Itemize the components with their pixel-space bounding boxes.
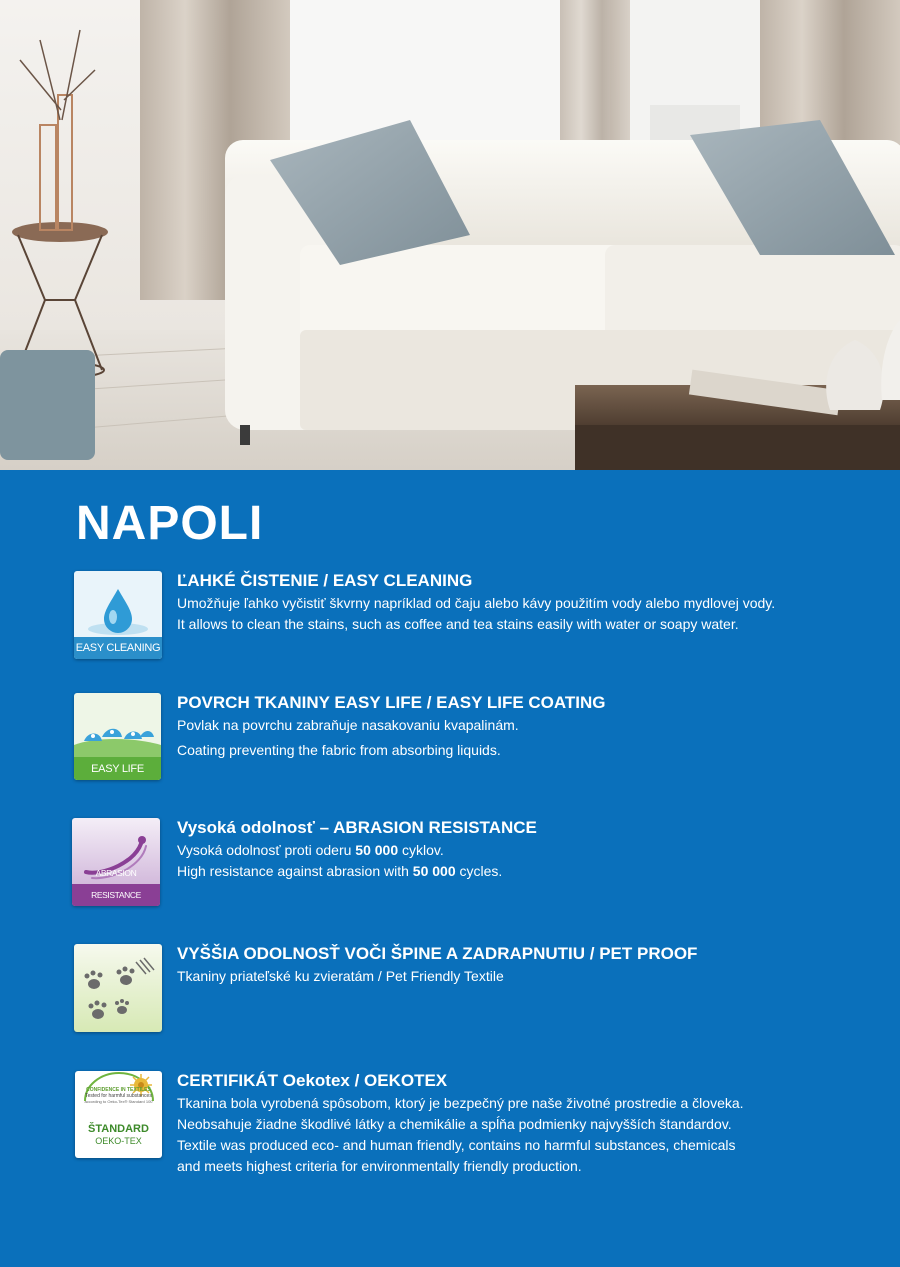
pouf	[0, 350, 95, 460]
oeko-tex-standard-text: ŠTANDARD	[88, 1123, 149, 1135]
feature-heading: VYŠŠIA ODOLNOSŤ VOČI ŠPINE A ZADRAPNUTIU / PET PROOF	[177, 944, 698, 963]
feature-heading: ĽAHKÉ ČISTENIE / EASY CLEANING	[177, 571, 473, 590]
feature-heading: POVRCH TKANINY EASY LIFE / EASY LIFE COATING	[177, 693, 606, 712]
oeko-tex-brand-text: OEKO-TEX	[95, 1136, 142, 1146]
feature-description	[177, 715, 877, 761]
feature-description	[177, 840, 877, 882]
description-line: Povlak na povrchu zabraňuje nasakovaniu kvapalinám.	[177, 717, 519, 733]
water-drop-icon	[74, 571, 162, 659]
oeko-tex-logo	[75, 1071, 162, 1158]
icon-label: ABRASION RESISTANCE	[91, 868, 141, 900]
icon-label: EASY LIFE	[91, 763, 144, 775]
feature-heading: Vysoká odolnosť – ABRASION RESISTANCE	[177, 818, 537, 837]
feature-heading: CERTIFIKÁT Oekotex / OEKOTEX	[177, 1071, 448, 1090]
droplets-on-fabric-icon	[74, 693, 161, 780]
feature-description	[177, 966, 877, 987]
living-room-illustration	[0, 0, 900, 470]
description-line: Tkaniny priateľské ku zvieratám / Pet Friendly Textile	[177, 968, 504, 984]
description-line: Coating preventing the fabric from absorbing liquids.	[177, 742, 501, 758]
description-line: Textile was produced eco- and human friendly, contains no harmful substances, chemicals	[177, 1137, 736, 1153]
paw-prints-icon	[74, 944, 162, 1032]
abrasion-swirl-icon	[72, 818, 160, 906]
product-title: NAPOLI	[76, 497, 264, 550]
description-line: High resistance against abrasion with 50 000 cycles.	[177, 863, 503, 879]
icon-label: EASY CLEANING	[75, 642, 161, 654]
description-line: and meets highest criteria for environmentally friendly production.	[177, 1158, 582, 1174]
description-line: Umožňuje ľahko vyčistiť škvrny napríklad od čaju alebo kávy použitím vody alebo mydlovej vody.	[177, 595, 776, 611]
feature-description	[177, 593, 877, 635]
description-line: Vysoká odolnosť proti oderu 50 000 cyklov.	[177, 842, 444, 858]
feature-description	[177, 1093, 877, 1177]
description-line: Tkanina bola vyrobená spôsobom, ktorý je bezpečný pre naše životné prostredie a človeka.	[177, 1095, 744, 1111]
description-line: Neobsahuje žiadne škodlivé látky a chemikálie a spĺňa podmienky najvyšších štandardov.	[177, 1116, 732, 1132]
hero-image	[0, 0, 900, 470]
oeko-tex-logo-text: CONFIDENCE IN TEXTILES Tested for harmful substances according to Oeko-Tex® Standard 100	[84, 1087, 153, 1104]
description-line: It allows to clean the stains, such as coffee and tea stains easily with water or soapy water.	[177, 616, 739, 632]
